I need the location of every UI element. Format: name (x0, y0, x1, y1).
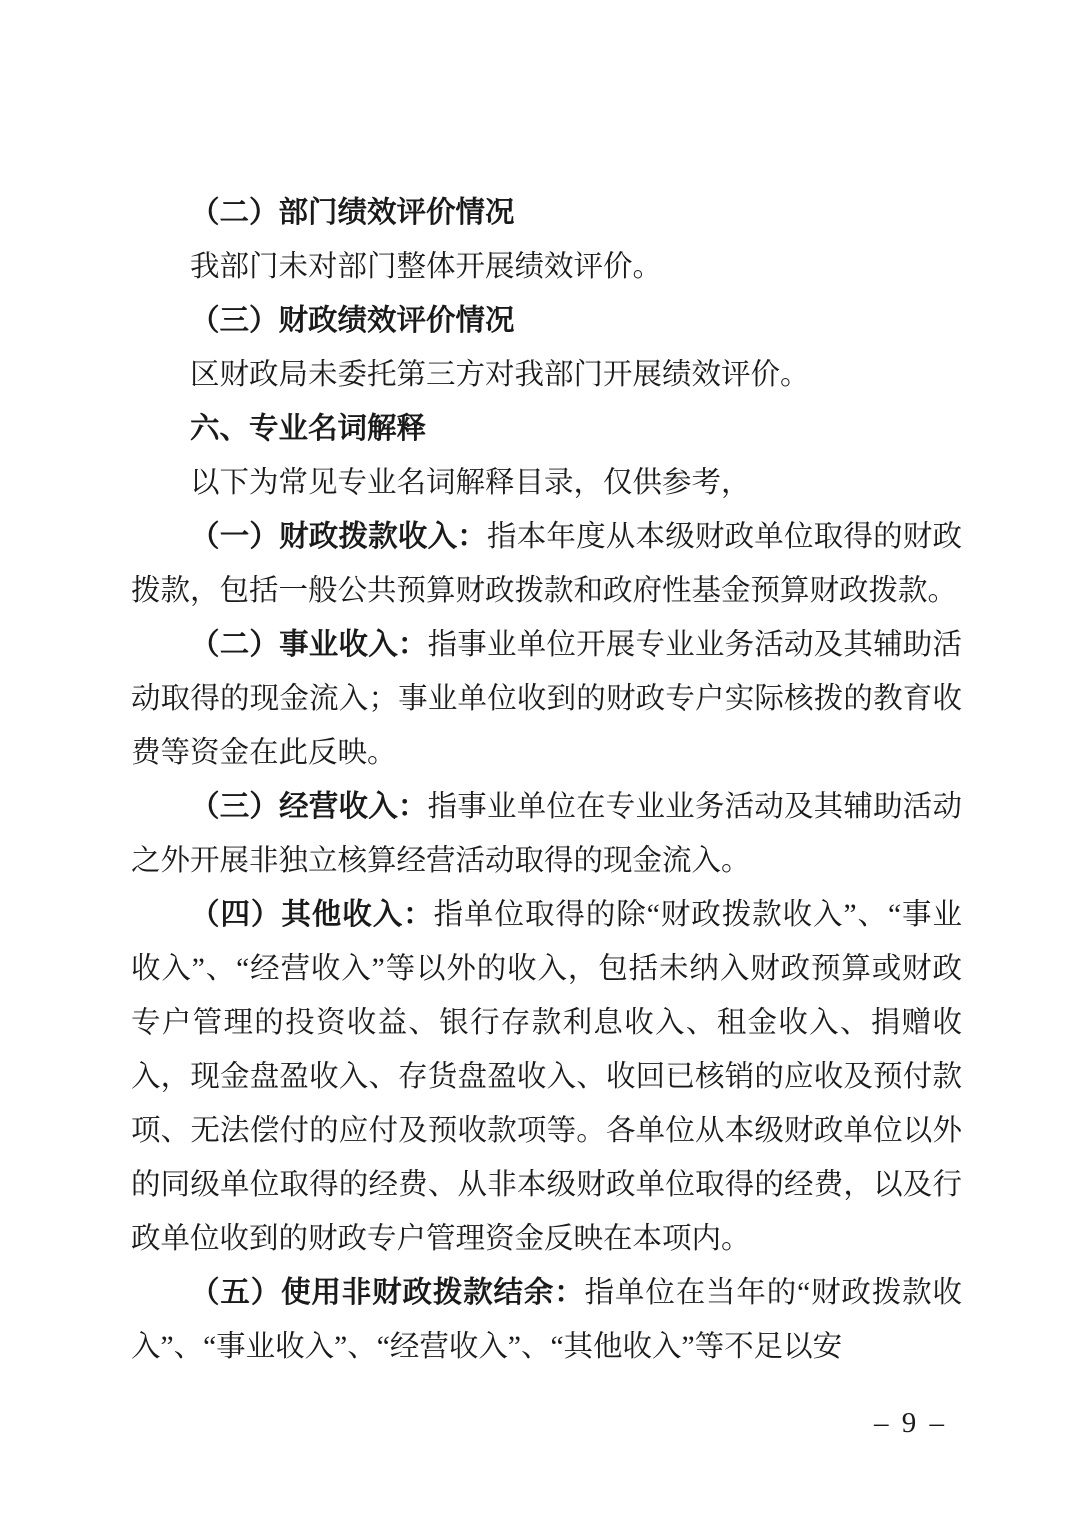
term-paragraph-other-income (131, 888, 962, 1266)
term-label-business-income: （二）事业收入： (190, 629, 428, 661)
term-paragraph-business-income (131, 618, 962, 780)
term-paragraph-non-fiscal-balance (131, 1266, 962, 1374)
term-label-operating-income: （三）经营收入： (190, 791, 428, 823)
section-heading-terminology: 六、专业名词解释 (190, 412, 427, 445)
term-label-non-fiscal-balance: （五）使用非财政拨款结余： (190, 1277, 585, 1309)
document-body (131, 186, 962, 1374)
term-label-other-income: （四）其他收入： (190, 899, 434, 931)
subheading-fiscal-performance-eval: （三）财政绩效评价情况 (190, 305, 515, 337)
term-label-fiscal-appropriation-income: （一）财政拨款收入： (190, 521, 487, 553)
paragraph-dept-performance-eval: 我部门未对部门整体开展绩效评价。 (190, 251, 663, 283)
term-text-other-income: 指单位取得的除“财政拨款收入”、“事业收入”、“经营收入”等以外的收入，包括未纳入财政预算或财政专户管理的投资收益、银行存款利息收入、租金收入、捐赠收入，现金盘盈收入、存货盘盈收入、收回已核销的应收及预付款项、无法偿付的应付及预收款项等。各单位从本级财政单位以外的同级单位取得的经费、从非本级财政单位取得的经费，以及行政单位收到的财政专户管理资金反映在本项内。 (131, 899, 962, 1255)
term-text-operating-income: 指事业单位在专业业务活动及其辅助活动之外开展非独立核算经营活动取得的现金流入。 (131, 791, 962, 877)
term-text-business-income: 指事业单位开展专业业务活动及其辅助活动取得的现金流入；事业单位收到的财政专户实际核拨的教育收费等资金在此反映。 (131, 629, 962, 769)
paragraph-terminology-intro: 以下为常见专业名词解释目录，仅供参考， (190, 467, 751, 499)
term-paragraph-operating-income (131, 780, 962, 888)
term-text-fiscal-appropriation-income: 指本年度从本级财政单位取得的财政拨款，包括一般公共预算财政拨款和政府性基金预算财政拨款。 (131, 521, 962, 607)
paragraph-fiscal-performance-eval: 区财政局未委托第三方对我部门开展绩效评价。 (190, 359, 810, 391)
subheading-dept-performance-eval: （二）部门绩效评价情况 (190, 197, 515, 229)
term-paragraph-fiscal-appropriation-income (131, 510, 962, 618)
page-number: – 9 – (874, 1407, 947, 1439)
term-text-non-fiscal-balance: 指单位在当年的“财政拨款收入”、“事业收入”、“经营收入”、“其他收入”等不足以安 (131, 1277, 962, 1363)
